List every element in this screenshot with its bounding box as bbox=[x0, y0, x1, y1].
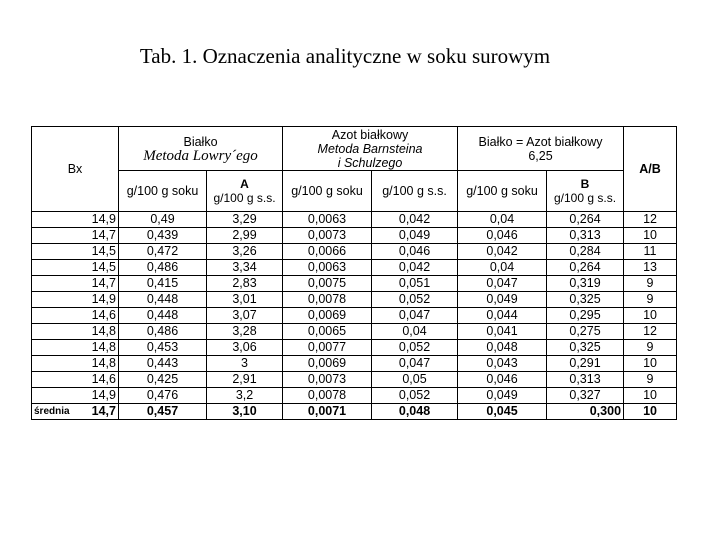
table-cell: 0,325 bbox=[547, 292, 624, 308]
table-cell: 0,325 bbox=[547, 340, 624, 356]
table-cell: 14,6 bbox=[32, 308, 119, 324]
header-bialko-label: Białko bbox=[183, 134, 218, 149]
table-cell: 10 bbox=[624, 388, 677, 404]
header-bialko bbox=[119, 127, 283, 171]
table-cell: 14,8 bbox=[32, 356, 119, 372]
table-cell: 0,319 bbox=[547, 276, 624, 292]
table-cell: 0,291 bbox=[547, 356, 624, 372]
mean-cell: 3,10 bbox=[207, 404, 283, 420]
mean-cell: 10 bbox=[624, 404, 677, 420]
table-row bbox=[32, 276, 677, 292]
table-cell: 0,327 bbox=[547, 388, 624, 404]
table-cell: 0,04 bbox=[458, 260, 547, 276]
header-ab bbox=[624, 127, 677, 212]
table-cell: 11 bbox=[624, 244, 677, 260]
mean-bx-value: 14,7 bbox=[91, 404, 116, 418]
table-row bbox=[32, 244, 677, 260]
table-cell: 0,0063 bbox=[283, 260, 372, 276]
table-cell: 3,01 bbox=[207, 292, 283, 308]
table-cell: 0,042 bbox=[372, 212, 458, 228]
header-bialko-azot-label: Białko = Azot białkowy bbox=[478, 134, 603, 149]
table-cell: 0,0073 bbox=[283, 372, 372, 388]
analysis-table bbox=[31, 126, 677, 420]
table-cell: 12 bbox=[624, 212, 677, 228]
table-cell: 0,264 bbox=[547, 212, 624, 228]
table-row bbox=[32, 356, 677, 372]
mean-cell: 0,300 bbox=[547, 404, 624, 420]
b-label: B bbox=[580, 177, 590, 191]
header-bialko-method: Metoda Lowry´ego bbox=[143, 147, 258, 164]
unit-azot-ss bbox=[372, 171, 458, 212]
header-azot-method-1: Metoda Barnsteina bbox=[317, 141, 423, 156]
unit-azot-soku bbox=[283, 171, 372, 212]
header-ab-label: A/B bbox=[639, 162, 661, 176]
unit-ba-ss-label: g/100 g s.s. bbox=[553, 191, 617, 205]
unit-bialko-soku bbox=[119, 171, 207, 212]
table-cell: 0,041 bbox=[458, 324, 547, 340]
table-cell: 0,275 bbox=[547, 324, 624, 340]
table-cell: 0,051 bbox=[372, 276, 458, 292]
table-cell: 0,0066 bbox=[283, 244, 372, 260]
table-cell: 10 bbox=[624, 308, 677, 324]
table-cell: 0,0065 bbox=[283, 324, 372, 340]
table-cell: 0,0075 bbox=[283, 276, 372, 292]
table-cell: 3,34 bbox=[207, 260, 283, 276]
table-cell: 0,043 bbox=[458, 356, 547, 372]
table-cell: 2,91 bbox=[207, 372, 283, 388]
table-cell: 0,295 bbox=[547, 308, 624, 324]
table-cell: 0,0073 bbox=[283, 228, 372, 244]
table-cell: 0,448 bbox=[119, 292, 207, 308]
mean-cell: 0,0071 bbox=[283, 404, 372, 420]
table-cell: 3,2 bbox=[207, 388, 283, 404]
table-cell: 0,486 bbox=[119, 324, 207, 340]
page-title: Tab. 1. Oznaczenia analityczne w soku surowym bbox=[139, 44, 551, 68]
table-cell: 14,8 bbox=[32, 324, 119, 340]
table-cell: 9 bbox=[624, 340, 677, 356]
unit-bialko-ss bbox=[207, 171, 283, 212]
unit-ba-soku bbox=[458, 171, 547, 212]
table-row bbox=[32, 372, 677, 388]
table-cell: 0,448 bbox=[119, 308, 207, 324]
table-cell: 0,046 bbox=[372, 244, 458, 260]
table-cell: 14,9 bbox=[32, 292, 119, 308]
table-cell: 0,472 bbox=[119, 244, 207, 260]
table-row bbox=[32, 292, 677, 308]
table-cell: 10 bbox=[624, 228, 677, 244]
table-cell: 10 bbox=[624, 356, 677, 372]
table-row bbox=[32, 228, 677, 244]
header-row-top bbox=[32, 127, 677, 171]
table-cell: 14,6 bbox=[32, 372, 119, 388]
unit-azot-soku-label: g/100 g soku bbox=[291, 184, 363, 198]
unit-bialko-ss-label: g/100 g s.s. bbox=[213, 191, 276, 205]
table-cell: 0,264 bbox=[547, 260, 624, 276]
table-cell: 0,425 bbox=[119, 372, 207, 388]
table-cell: 0,049 bbox=[372, 228, 458, 244]
unit-ba-soku-label: g/100 g soku bbox=[466, 184, 538, 198]
table-cell: 9 bbox=[624, 292, 677, 308]
mean-bx-cell bbox=[32, 404, 119, 420]
header-row-units bbox=[32, 171, 677, 212]
table-row bbox=[32, 340, 677, 356]
table-cell: 0,049 bbox=[458, 388, 547, 404]
table-cell: 0,415 bbox=[119, 276, 207, 292]
unit-bialko-soku-label: g/100 g soku bbox=[126, 184, 199, 198]
table-cell: 2,99 bbox=[207, 228, 283, 244]
mean-label: średnia bbox=[34, 406, 70, 417]
table-cell: 3,26 bbox=[207, 244, 283, 260]
table-row bbox=[32, 388, 677, 404]
table-cell: 0,453 bbox=[119, 340, 207, 356]
table-cell: 14,5 bbox=[32, 244, 119, 260]
table-cell: 0,046 bbox=[458, 228, 547, 244]
table-cell: 14,8 bbox=[32, 340, 119, 356]
table-cell: 3,06 bbox=[207, 340, 283, 356]
header-bialko-azot-factor: 6,25 bbox=[528, 148, 553, 163]
header-azot bbox=[283, 127, 458, 171]
table-cell: 3,07 bbox=[207, 308, 283, 324]
table-cell: 0,0078 bbox=[283, 292, 372, 308]
table-cell: 0,05 bbox=[372, 372, 458, 388]
a-label: A bbox=[240, 177, 249, 191]
table-cell: 12 bbox=[624, 324, 677, 340]
table-cell: 0,04 bbox=[458, 212, 547, 228]
table-cell: 0,49 bbox=[119, 212, 207, 228]
table-cell: 0,047 bbox=[458, 276, 547, 292]
unit-azot-ss-label: g/100 g s.s. bbox=[382, 184, 447, 198]
table-cell: 0,313 bbox=[547, 228, 624, 244]
table-row bbox=[32, 324, 677, 340]
table-cell: 0,052 bbox=[372, 388, 458, 404]
table-cell: 3,28 bbox=[207, 324, 283, 340]
table-cell: 0,476 bbox=[119, 388, 207, 404]
table-cell: 0,04 bbox=[372, 324, 458, 340]
table-cell: 0,439 bbox=[119, 228, 207, 244]
table-cell: 0,046 bbox=[458, 372, 547, 388]
table-cell: 0,313 bbox=[547, 372, 624, 388]
table-cell: 0,052 bbox=[372, 340, 458, 356]
table-cell: 9 bbox=[624, 372, 677, 388]
unit-ba-ss bbox=[547, 171, 624, 212]
table-cell: 0,044 bbox=[458, 308, 547, 324]
table-cell: 14,7 bbox=[32, 228, 119, 244]
table-row bbox=[32, 260, 677, 276]
header-bx bbox=[32, 127, 119, 212]
table-cell: 0,486 bbox=[119, 260, 207, 276]
table-cell: 14,9 bbox=[32, 388, 119, 404]
table-cell: 0,049 bbox=[458, 292, 547, 308]
table-cell: 0,0069 bbox=[283, 356, 372, 372]
table-cell: 0,048 bbox=[458, 340, 547, 356]
table-row bbox=[32, 308, 677, 324]
table-cell: 14,5 bbox=[32, 260, 119, 276]
table-cell: 0,042 bbox=[458, 244, 547, 260]
table-cell: 0,047 bbox=[372, 308, 458, 324]
table-row bbox=[32, 212, 677, 228]
table-cell: 0,052 bbox=[372, 292, 458, 308]
mean-row bbox=[32, 404, 677, 420]
table-cell: 0,0063 bbox=[283, 212, 372, 228]
table-cell: 0,042 bbox=[372, 260, 458, 276]
table-cell: 3 bbox=[207, 356, 283, 372]
header-bialko-azot bbox=[458, 127, 624, 171]
table-cell: 14,9 bbox=[32, 212, 119, 228]
table-cell: 14,7 bbox=[32, 276, 119, 292]
mean-cell: 0,048 bbox=[372, 404, 458, 420]
table-cell: 0,0069 bbox=[283, 308, 372, 324]
table-cell: 0,0078 bbox=[283, 388, 372, 404]
mean-cell: 0,045 bbox=[458, 404, 547, 420]
header-bx-label: Bx bbox=[67, 162, 83, 176]
table-cell: 3,29 bbox=[207, 212, 283, 228]
table-cell: 9 bbox=[624, 276, 677, 292]
table-cell: 0,284 bbox=[547, 244, 624, 260]
table-cell: 2,83 bbox=[207, 276, 283, 292]
table-cell: 0,0077 bbox=[283, 340, 372, 356]
table-cell: 0,047 bbox=[372, 356, 458, 372]
mean-cell: 0,457 bbox=[119, 404, 207, 420]
table-cell: 0,443 bbox=[119, 356, 207, 372]
header-azot-label: Azot białkowy bbox=[331, 127, 409, 142]
table-cell: 13 bbox=[624, 260, 677, 276]
header-azot-method-2: i Schulzego bbox=[337, 155, 403, 170]
